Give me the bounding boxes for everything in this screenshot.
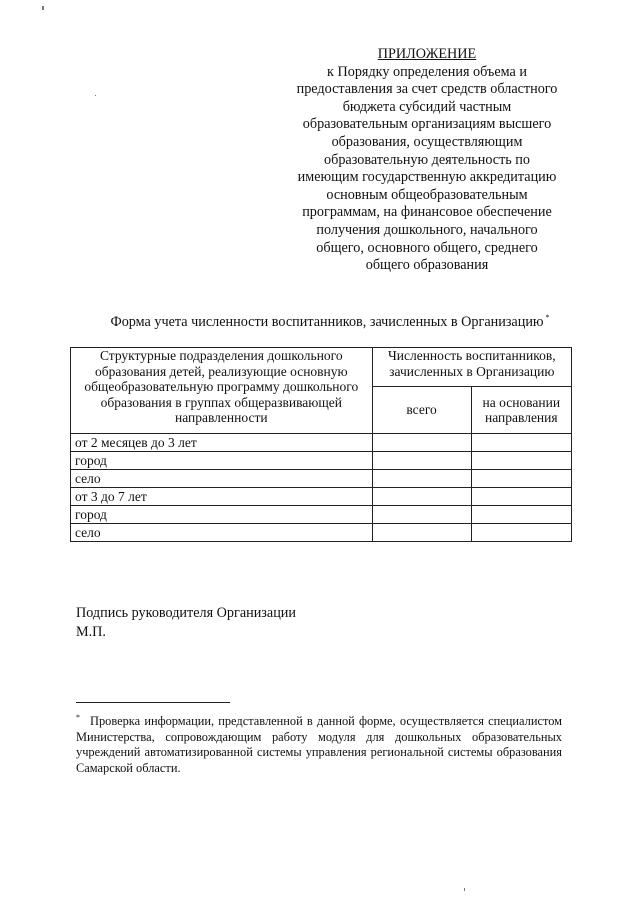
footnote-text: Проверка информации, представленной в данной форме, осуществляется специалистом Министерства, сопровождающим работу модуля для дошкольных образовательных учреждений автоматизированной системы управления региональной системы образования Самарской области. xyxy=(76,714,562,775)
header-total: всего xyxy=(372,387,471,434)
scan-speck-left xyxy=(95,95,96,96)
appendix-line: получения дошкольного, начального xyxy=(316,221,538,238)
scan-speck-top xyxy=(42,6,44,10)
table-row xyxy=(71,524,572,542)
total-cell[interactable] xyxy=(372,524,471,542)
enrollment-table xyxy=(70,347,572,542)
appendix-line: общего, основного общего, среднего xyxy=(316,239,538,256)
appendix-line: образования, осуществляющим xyxy=(331,133,523,150)
total-cell[interactable] xyxy=(372,488,471,506)
table-row xyxy=(71,470,572,488)
appendix-line: образовательную деятельность по xyxy=(324,151,530,168)
row-label: от 2 месяцев до 3 лет xyxy=(71,434,373,452)
row-label: село xyxy=(71,470,373,488)
table-row xyxy=(71,506,572,524)
footnote xyxy=(76,710,562,776)
table-header-row xyxy=(71,348,572,387)
footnote-mark: * xyxy=(76,713,80,722)
total-cell[interactable] xyxy=(372,452,471,470)
appendix-line: основным общеобразовательным xyxy=(326,186,528,203)
basis-cell[interactable] xyxy=(471,434,571,452)
basis-cell[interactable] xyxy=(471,470,571,488)
signature-label: Подпись руководителя Организации xyxy=(76,605,296,621)
appendix-header xyxy=(282,46,572,275)
row-label: город xyxy=(71,506,373,524)
form-title-text: Форма учета численности воспитанников, зачисленных в Организацию xyxy=(110,314,544,330)
total-cell[interactable] xyxy=(372,506,471,524)
row-label: от 3 до 7 лет xyxy=(71,488,373,506)
form-title xyxy=(60,313,600,331)
table-row xyxy=(71,488,572,506)
basis-cell[interactable] xyxy=(471,506,571,524)
appendix-line: имеющим государственную аккредитацию xyxy=(297,169,557,186)
seal-label: М.П. xyxy=(76,624,106,640)
table-row xyxy=(71,434,572,452)
appendix-line: образовательным организациям высшего xyxy=(302,116,552,133)
appendix-line: предоставления за счет средств областного xyxy=(296,81,558,98)
total-cell[interactable] xyxy=(372,434,471,452)
header-structure: Структурные подразделения дошкольного образования детей, реализующие основную общеобразовательную программу дошкольного образования в группах общеразвивающей направленности xyxy=(71,348,373,434)
appendix-title: ПРИЛОЖЕНИЕ xyxy=(377,46,477,62)
basis-cell[interactable] xyxy=(471,452,571,470)
scan-speck-bottom xyxy=(464,888,465,891)
row-label: село xyxy=(71,524,373,542)
appendix-line: общего образования xyxy=(365,257,489,274)
signature-block xyxy=(76,604,296,642)
table-row xyxy=(71,452,572,470)
appendix-line: программам, на финансовое обеспечение xyxy=(302,204,552,221)
row-label: город xyxy=(71,452,373,470)
form-title-footnote-mark: * xyxy=(545,313,550,322)
header-count: Численность воспитанников, зачисленных в Организацию xyxy=(372,348,571,387)
header-basis: на основании направления xyxy=(471,387,571,434)
appendix-line: к Порядку определения объема и xyxy=(327,63,527,80)
footnote-divider xyxy=(76,702,230,703)
total-cell[interactable] xyxy=(372,470,471,488)
basis-cell[interactable] xyxy=(471,488,571,506)
basis-cell[interactable] xyxy=(471,524,571,542)
appendix-line: бюджета субсидий частным xyxy=(342,98,512,115)
